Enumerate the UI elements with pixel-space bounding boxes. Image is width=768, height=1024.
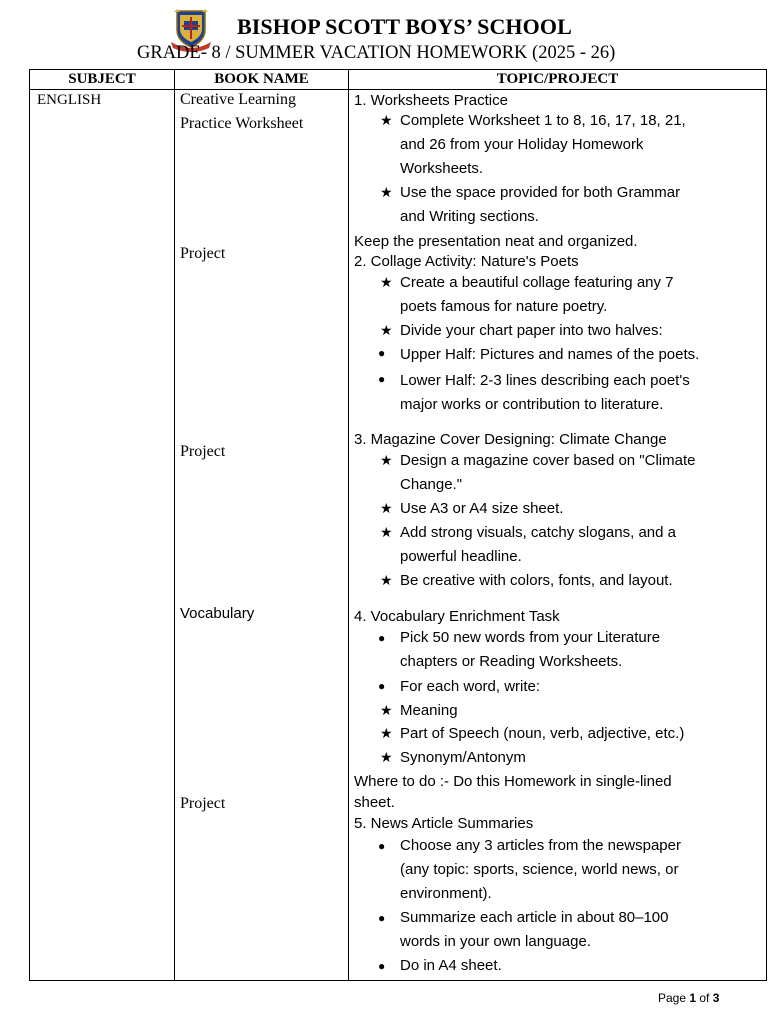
- topic-item: Synonym/Antonym: [400, 749, 526, 766]
- topic-item: (any topic: sports, science, world news, or: [400, 861, 679, 878]
- topic-item: Upper Half: Pictures and names of the poets.: [400, 346, 700, 363]
- book-name: Creative Learning: [180, 91, 296, 108]
- page-current: 1: [689, 991, 697, 1005]
- dot-bullet-icon: ●: [378, 959, 386, 973]
- page-total: 3: [712, 991, 720, 1005]
- topic-item: words in your own language.: [400, 933, 591, 950]
- topic-item: Part of Speech (noun, verb, adjective, etc.): [400, 725, 685, 742]
- page-of: of: [696, 991, 713, 1005]
- star-bullet-icon: ★: [380, 184, 393, 200]
- homework-subtitle: GRADE- 8 / SUMMER VACATION HOMEWORK (2025 - 26): [137, 43, 616, 63]
- topic-title: 1. Worksheets Practice: [354, 92, 508, 109]
- header-divider: [30, 89, 766, 90]
- topic-item: chapters or Reading Worksheets.: [400, 653, 623, 670]
- column-divider: [348, 70, 349, 980]
- topic-note: Keep the presentation neat and organized.: [354, 233, 638, 250]
- star-bullet-icon: ★: [380, 702, 393, 718]
- subject-cell: ENGLISH: [37, 92, 102, 108]
- star-bullet-icon: ★: [380, 322, 393, 338]
- topic-item: Pick 50 new words from your Literature: [400, 629, 661, 646]
- star-bullet-icon: ★: [380, 112, 393, 128]
- star-bullet-icon: ★: [380, 524, 393, 540]
- dot-bullet-icon: ●: [378, 911, 386, 925]
- topic-note: sheet.: [354, 794, 395, 811]
- column-header-subject: SUBJECT: [68, 71, 136, 87]
- star-bullet-icon: ★: [380, 500, 393, 516]
- star-bullet-icon: ★: [380, 572, 393, 588]
- book-name: Project: [180, 443, 226, 460]
- book-name: Vocabulary: [180, 605, 255, 622]
- dot-bullet-icon: ●: [378, 372, 386, 386]
- topic-item: Meaning: [400, 702, 458, 719]
- column-divider: [174, 70, 175, 980]
- topic-item: Summarize each article in about 80–100: [400, 909, 669, 926]
- topic-title: 2. Collage Activity: Nature's Poets: [354, 253, 579, 270]
- dot-bullet-icon: ●: [378, 346, 386, 360]
- book-name: Practice Worksheet: [180, 115, 304, 132]
- school-name: BISHOP SCOTT BOYS’ SCHOOL: [237, 14, 572, 39]
- topic-item: environment).: [400, 885, 492, 902]
- column-header-book-name: BOOK NAME: [214, 71, 309, 87]
- topic-note: Where to do :- Do this Homework in single-lined: [354, 773, 672, 790]
- topic-item: major works or contribution to literature.: [400, 396, 664, 413]
- topic-title: 4. Vocabulary Enrichment Task: [354, 608, 560, 625]
- topic-item: Create a beautiful collage featuring any 7: [400, 274, 674, 291]
- topic-item: Change.": [400, 476, 463, 493]
- topic-title: 5. News Article Summaries: [354, 815, 534, 832]
- topic-item: Divide your chart paper into two halves:: [400, 322, 663, 339]
- dot-bullet-icon: ●: [378, 679, 386, 693]
- page-number: [658, 991, 719, 1005]
- star-bullet-icon: ★: [380, 725, 393, 741]
- topic-item: Add strong visuals, catchy slogans, and a: [400, 524, 676, 541]
- topic-item: poets famous for nature poetry.: [400, 298, 608, 315]
- topic-item: Be creative with colors, fonts, and layout.: [400, 572, 673, 589]
- star-bullet-icon: ★: [380, 452, 393, 468]
- topic-item: Use the space provided for both Grammar: [400, 184, 681, 201]
- topic-item: For each word, write:: [400, 678, 541, 695]
- book-name: Project: [180, 245, 226, 262]
- column-header-topic-project: TOPIC/PROJECT: [496, 71, 619, 87]
- topic-item: Lower Half: 2-3 lines describing each poet's: [400, 372, 690, 389]
- star-bullet-icon: ★: [380, 749, 393, 765]
- dot-bullet-icon: ●: [378, 839, 386, 853]
- topic-title: 3. Magazine Cover Designing: Climate Change: [354, 431, 667, 448]
- page-prefix: Page: [658, 991, 690, 1005]
- topic-item: Worksheets.: [400, 160, 484, 177]
- dot-bullet-icon: ●: [378, 631, 386, 645]
- topic-item: and Writing sections.: [400, 208, 539, 225]
- topic-item: Complete Worksheet 1 to 8, 16, 17, 18, 21,: [400, 112, 686, 129]
- topic-item: Use A3 or A4 size sheet.: [400, 500, 564, 517]
- book-name: Project: [180, 795, 226, 812]
- topic-item: Choose any 3 articles from the newspaper: [400, 837, 681, 854]
- topic-item: and 26 from your Holiday Homework: [400, 136, 644, 153]
- topic-item: Design a magazine cover based on "Climate: [400, 452, 696, 469]
- topic-item: powerful headline.: [400, 548, 522, 565]
- star-bullet-icon: ★: [380, 274, 393, 290]
- topic-item: Do in A4 sheet.: [400, 957, 502, 974]
- homework-table: [29, 69, 767, 981]
